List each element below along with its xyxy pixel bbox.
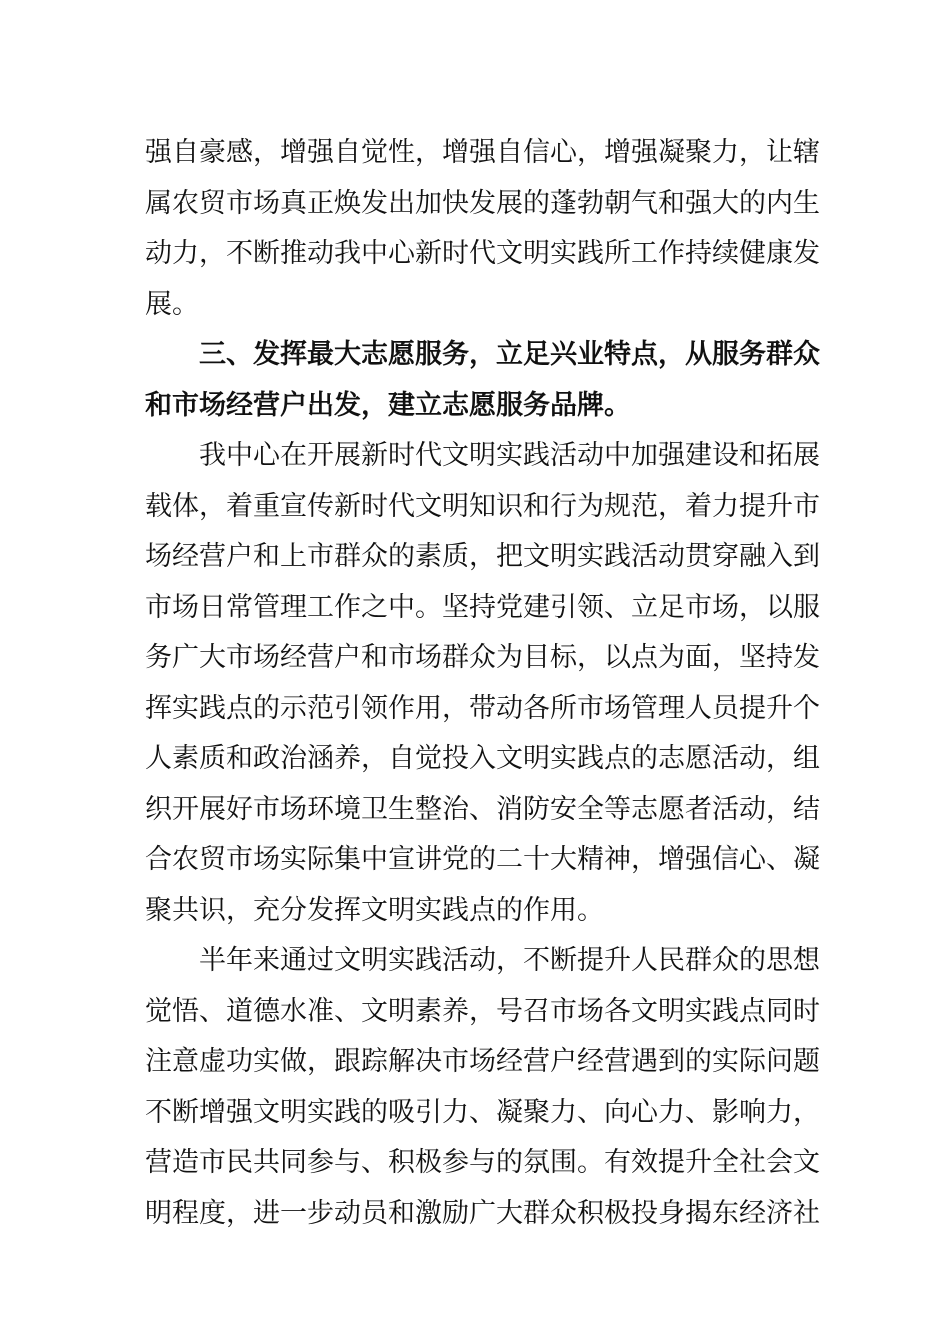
text-line: 不断增强文明实践的吸引力、凝聚力、向心力、影响力， — [145, 1096, 820, 1128]
text-line: 聚共识，充分发挥文明实践点的作用。 — [145, 894, 604, 926]
text-line: 人素质和政治涵养，自觉投入文明实践点的志愿活动，组 — [145, 743, 820, 774]
document-body — [145, 128, 820, 1239]
paragraph-continuation — [145, 128, 820, 330]
text-line: 织开展好市场环境卫生整治、消防安全等志愿者活动，结 — [145, 793, 820, 825]
heading-line: 三、发挥最大志愿服务，立足兴业特点，从服务群众 — [199, 339, 820, 370]
text-line: 市场日常管理工作之中。坚持党建引领、立足市场，以服 — [145, 591, 820, 623]
text-line: 半年来通过文明实践活动，不断提升人民群众的思想 — [199, 945, 820, 976]
text-line: 属农贸市场真正焕发出加快发展的蓬勃朝气和强大的内生 — [145, 187, 820, 219]
text-line: 营造市民共同参与、积极参与的氛围。有效提升全社会文 — [145, 1147, 820, 1178]
heading-line: 和市场经营户出发，建立志愿服务品牌。 — [145, 389, 631, 421]
paragraph — [145, 936, 820, 1239]
text-line: 我中心在开展新时代文明实践活动中加强建设和拓展 — [199, 440, 820, 471]
text-line: 挥实践点的示范引领作用，带动各所市场管理人员提升个 — [145, 692, 820, 724]
text-line: 场经营户和上市群众的素质，把文明实践活动贯穿融入到 — [145, 541, 820, 572]
text-line: 展。 — [145, 288, 199, 320]
text-line: 载体，着重宣传新时代文明知识和行为规范，着力提升市 — [145, 490, 820, 522]
text-line: 动力，不断推动我中心新时代文明实践所工作持续健康发 — [145, 238, 820, 269]
text-line: 注意虚功实做，跟踪解决市场经营户经营遇到的实际问题 — [145, 1046, 820, 1077]
section-heading — [145, 330, 820, 431]
text-line: 务广大市场经营户和市场群众为目标，以点为面，坚持发 — [145, 642, 820, 673]
text-line: 明程度，进一步动员和激励广大群众积极投身揭东经济社 — [145, 1197, 820, 1229]
paragraph — [145, 431, 820, 936]
text-line: 觉悟、道德水准、文明素养，号召市场各文明实践点同时 — [145, 995, 820, 1027]
text-line: 合农贸市场实际集中宣讲党的二十大精神，增强信心、凝 — [145, 844, 820, 875]
text-line: 强自豪感，增强自觉性，增强自信心，增强凝聚力，让辖 — [145, 137, 820, 168]
